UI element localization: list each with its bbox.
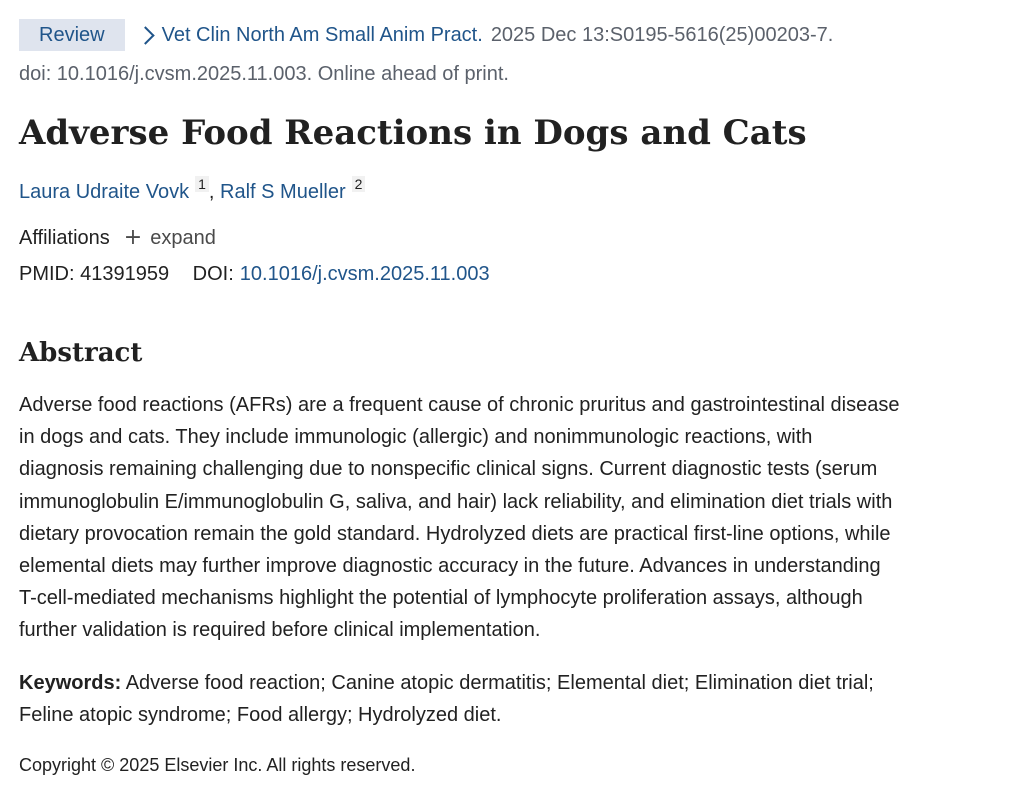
keywords-line <box>19 667 999 699</box>
citation-date: 2025 Dec 13:S0195-5616(25)00203-7. <box>490 24 834 46</box>
article-details <box>19 19 999 779</box>
doi-link[interactable]: 10.1016/j.cvsm.2025.11.003 <box>239 263 490 285</box>
keywords-label: Keywords: <box>19 671 122 694</box>
journal-link[interactable]: Vet Clin North Am Small Anim Pract. <box>161 24 483 46</box>
keywords-text: Adverse food reaction; Canine atopic dermatitis; Elemental diet; Elimination diet trial; <box>125 671 874 694</box>
citation-doi-line: doi: 10.1016/j.cvsm.2025.11.003. Online ahead of print. <box>19 63 509 85</box>
pmid-value: 41391959 <box>80 263 170 285</box>
identifiers <box>19 259 999 289</box>
chevron-right-icon[interactable] <box>136 26 154 44</box>
article-title: Adverse Food Reactions in Dogs and Cats <box>19 113 807 153</box>
abstract-line: in dogs and cats. They include immunologic (allergic) and nonimmunologic reactions, with <box>19 426 813 449</box>
expand-affiliations-button[interactable] <box>124 223 216 253</box>
doi-label: DOI: <box>192 263 234 285</box>
abstract-line: dietary provocation remain the gold standard. Hydrolyzed diets are practical first-line options, while <box>19 522 891 545</box>
citation-line <box>19 19 999 51</box>
author-separator: , <box>208 181 215 203</box>
publication-type-badge: Review <box>19 19 125 51</box>
affiliation-marker[interactable]: 1 <box>195 176 209 192</box>
abstract-line: further validation is required before clinical implementation. <box>19 619 541 642</box>
pmid-label: PMID: <box>19 263 75 285</box>
expand-label: expand <box>150 227 216 249</box>
author-link[interactable]: Laura Udraite Vovk <box>19 181 190 203</box>
affiliations-row <box>19 223 999 253</box>
abstract-line: diagnosis remaining challenging due to nonspecific clinical signs. Current diagnostic tests (serum <box>19 458 878 481</box>
abstract-line: Adverse food reactions (AFRs) are a frequent cause of chronic pruritus and gastrointestinal disease <box>19 394 900 416</box>
copyright-notice: Copyright © 2025 Elsevier Inc. All rights reserved. <box>19 754 416 775</box>
plus-icon: + <box>123 225 143 250</box>
abstract-text <box>19 389 994 647</box>
author-link[interactable]: Ralf S Mueller <box>220 181 346 203</box>
keywords-line: Feline atopic syndrome; Food allergy; Hydrolyzed diet. <box>19 703 502 726</box>
affiliations-label: Affiliations <box>19 227 110 249</box>
abstract-line: immunoglobulin E/immunoglobulin G, saliva, and hair) lack reliability, and elimination diet trials with <box>19 490 893 513</box>
abstract-heading: Abstract <box>19 338 143 368</box>
abstract-line: T-cell-mediated mechanisms highlight the potential of lymphocyte proliferation assays, although <box>19 587 863 610</box>
author-list <box>19 177 999 207</box>
affiliation-marker[interactable]: 2 <box>352 176 366 192</box>
keywords <box>19 667 999 731</box>
abstract-line: elemental diets may further improve diagnostic accuracy in the future. Advances in understanding <box>19 555 881 578</box>
